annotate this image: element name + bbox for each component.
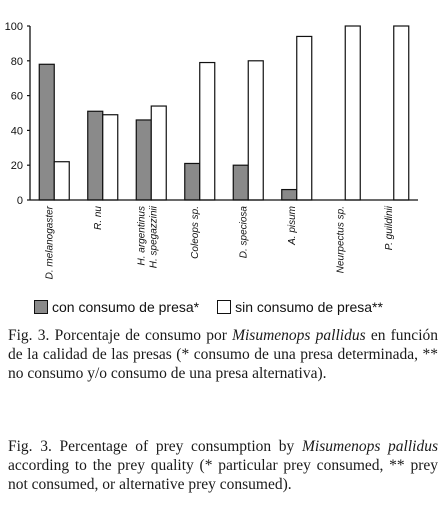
bar-sin-consumo <box>54 162 69 200</box>
bar-sin-consumo <box>200 63 215 200</box>
caption-es-text-end: en función de la calidad de las presas (* consumo de una presa determinada, ** no consumo y/o consumo de una presa alternativa). <box>8 327 438 382</box>
bar-con-consumo <box>185 163 200 200</box>
legend-swatch-sin-consumo <box>217 300 231 314</box>
category-label: D. melanogaster <box>44 206 56 280</box>
bar-sin-consumo <box>151 106 166 200</box>
category-label: R. nu <box>92 206 104 230</box>
bar-con-consumo <box>88 111 103 200</box>
y-tick-label: 60 <box>10 90 23 103</box>
legend-label-sin-consumo: sin consumo de presa** <box>235 299 383 315</box>
y-tick-label: 100 <box>4 21 23 33</box>
y-tick-label: 0 <box>16 195 23 207</box>
category-label: P. guildinii <box>383 206 395 251</box>
bar-con-consumo <box>39 64 54 200</box>
caption-es-species: Misumenops pallidus <box>232 327 366 344</box>
caption-en-text-end: according to the prey quality (* particular prey consumed, ** prey not consumed, or alternative prey consumed). <box>8 457 438 493</box>
y-tick-label: 20 <box>10 160 23 173</box>
bar-con-consumo <box>136 120 151 200</box>
y-tick-label: 40 <box>10 125 23 138</box>
category-label: H. spegazzinii <box>148 206 160 269</box>
category-label: Neurpectus sp. <box>335 206 347 274</box>
legend <box>34 296 401 318</box>
legend-item-con-consumo <box>34 299 199 315</box>
category-label: D. speciosa <box>238 206 250 259</box>
category-label: Coleops sp. <box>189 206 201 259</box>
category-label: H. argentinus <box>136 206 148 266</box>
bar-sin-consumo <box>103 115 118 200</box>
category-label: A. pisum <box>286 206 298 245</box>
bar-con-consumo <box>282 190 297 200</box>
caption-es-text-start: Fig. 3. Porcentaje de consumo por <box>8 327 233 344</box>
caption-en-species: Misumenops pallidus <box>302 438 438 455</box>
legend-item-sin-consumo <box>217 299 383 315</box>
figure-caption-english <box>8 437 438 494</box>
y-tick-label: 80 <box>10 55 23 68</box>
figure-caption-spanish <box>8 326 438 383</box>
legend-label-con-consumo: con consumo de presa* <box>52 299 200 315</box>
legend-swatch-con-consumo <box>34 300 48 314</box>
bar-sin-consumo <box>248 61 263 200</box>
bar-sin-consumo <box>394 26 409 200</box>
bar-sin-consumo <box>345 26 360 200</box>
bar-sin-consumo <box>297 36 312 200</box>
bar-con-consumo <box>233 165 248 200</box>
caption-en-text-start: Fig. 3. Percentage of prey consumption by <box>8 438 302 455</box>
